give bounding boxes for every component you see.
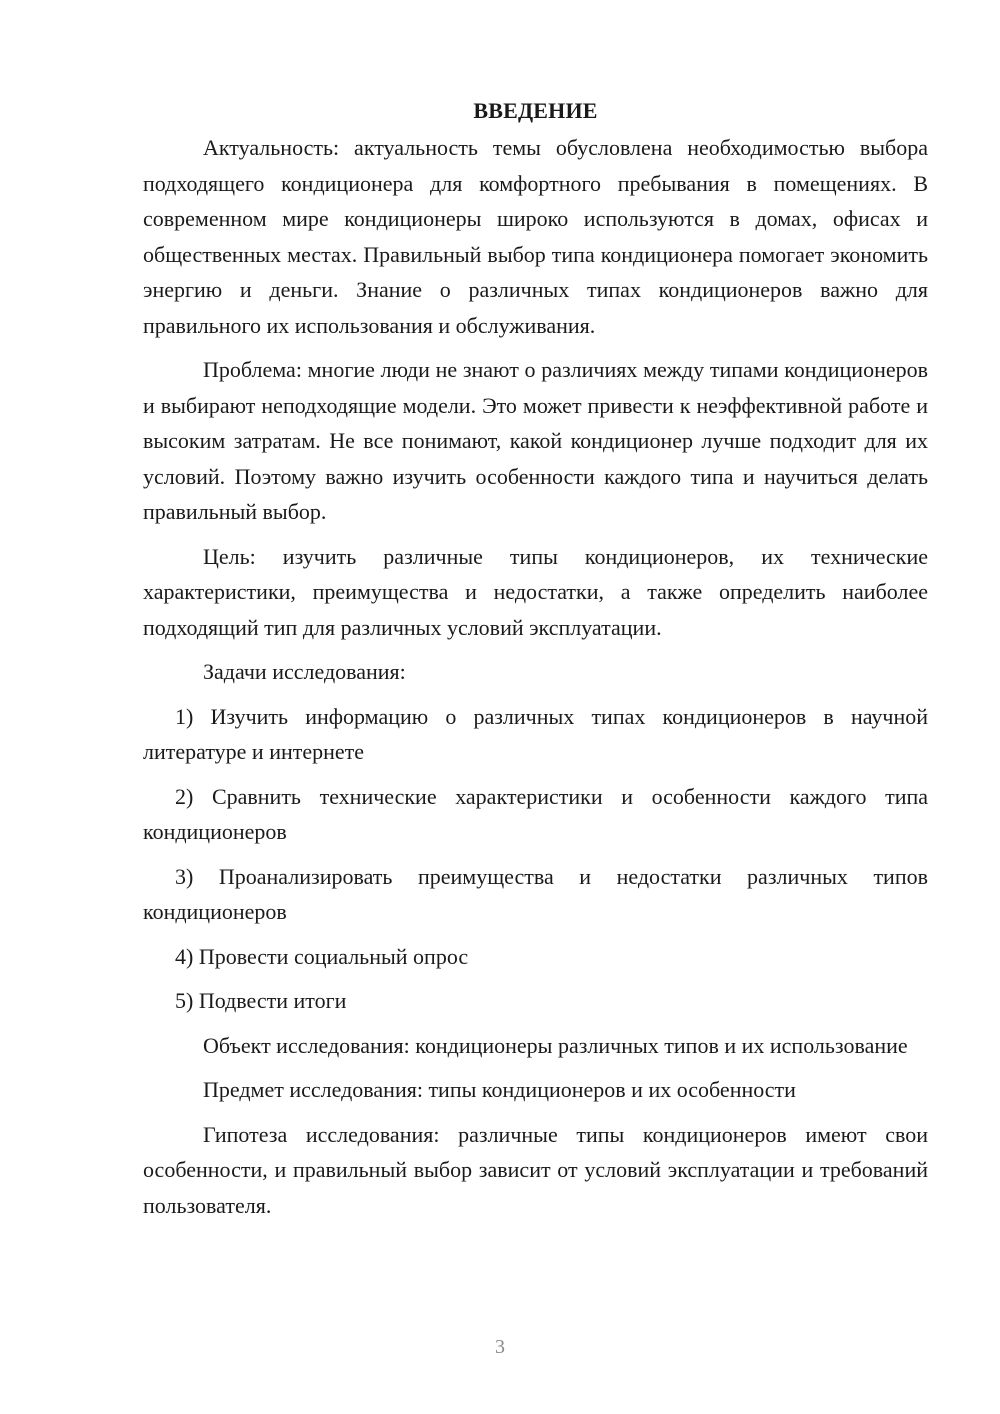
list-item: 4) Провести социальный опрос bbox=[175, 943, 469, 969]
hypothesis-paragraph: Гипотеза исследования: различные типы кондиционеров имеют свои особенности, и правильный выбор зависит от условий эксплуатации и требований пользователя. bbox=[143, 1121, 928, 1218]
page-title: ВВЕДЕНИЕ bbox=[473, 98, 598, 123]
list-item: 5) Подвести итоги bbox=[175, 988, 347, 1013]
tasks-list bbox=[143, 699, 928, 1019]
goal-paragraph: Цель: изучить различные типы кондиционеров, их технические характеристики, преимущества и недостатки, а также определить наиболее подходящий тип для различных условий эксплуатации. bbox=[143, 543, 928, 640]
list-item: 3) Проанализировать преимущества и недостатки различных типов кондиционеров bbox=[143, 863, 928, 924]
document-page bbox=[143, 96, 928, 1232]
list-item: 1) Изучить информацию о различных типах кондиционеров в научной литературе и интернете bbox=[143, 703, 928, 764]
list-item: 2) Сравнить технические характеристики и особенности каждого типа кондиционеров bbox=[143, 783, 928, 844]
subject-paragraph: Предмет исследования: типы кондиционеров и их особенности bbox=[203, 1077, 796, 1102]
relevance-paragraph: Актуальность: актуальность темы обусловлена необходимостью выбора подходящего кондиционера для комфортного пребывания в помещениях. В современном мире кондиционеры широко используются в домах, офисах и общественных местах. Правильный выбор типа кондиционера помогает экономить энергию и деньги. Знание о различных типах кондиционеров важно для правильного их использования и обслуживания. bbox=[143, 135, 928, 338]
object-paragraph: Объект исследования: кондиционеры различных типов и их использование bbox=[203, 1032, 908, 1058]
tasks-heading: Задачи исследования: bbox=[203, 659, 406, 684]
page-number: 3 bbox=[495, 1336, 505, 1358]
problem-paragraph: Проблема: многие люди не знают о различиях между типами кондиционеров и выбирают неподходящие модели. Это может привести к неэффективной работе и высоким затратам. Не все понимают, какой кондиционер лучше подходит для их условий. Поэтому важно изучить особенности каждого типа и научиться делать правильный выбор. bbox=[143, 357, 928, 524]
